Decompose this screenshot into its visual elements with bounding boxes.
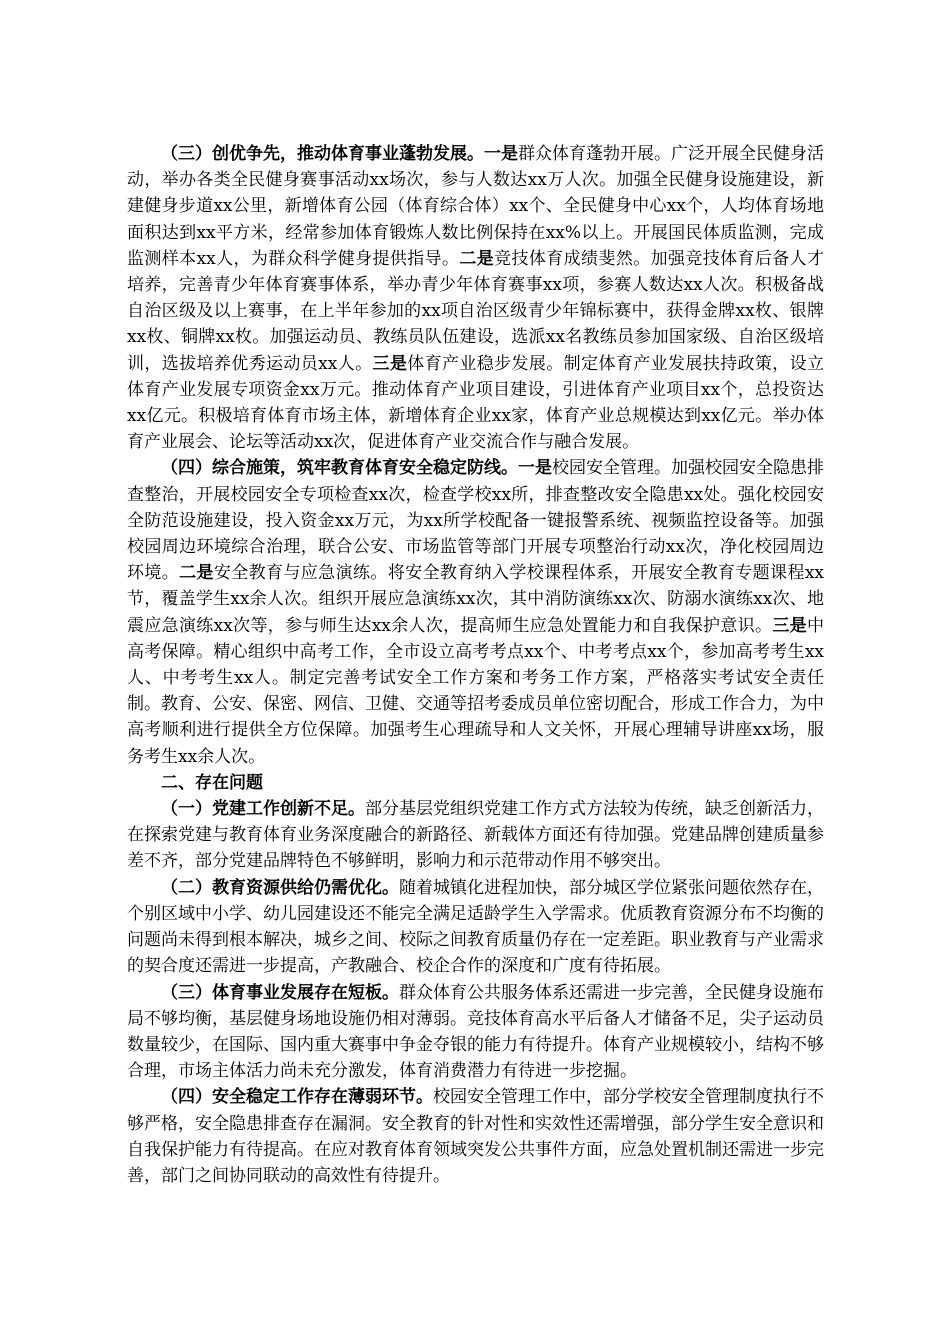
section-heading-problems: 二、存在问题 — [161, 772, 263, 793]
paragraph-sports-shortcomings — [127, 980, 824, 1085]
paragraph-heading: （四）综合施策，筑牢教育体育安全稳定防线。 — [161, 458, 518, 479]
paragraph-text: 中高考保障。精心组织中高考工作，全市设立高考考点xx个、中考考点xx个，参加高考考生xx人、中考考生xx人。制定完善考试安全工作方案和考务工作方案，严格落实考试安全责任制。教育、公安、保密、网信、卫健、交通等招考委成员单位密切配合，形成工作合力，为中高考顺利进行提供全方位保障。加强考生心理疏导和人文关怀，开展心理辅导讲座xx场，服务考生xx余人次。 — [127, 615, 824, 767]
paragraph-heading: （四）安全稳定工作存在薄弱环节。 — [161, 1087, 433, 1108]
document-body — [127, 141, 824, 1189]
point-marker: 二是 — [179, 563, 214, 584]
point-marker: 二是 — [459, 248, 495, 269]
paragraph-education-resources — [127, 875, 824, 980]
paragraph-safety-stability — [127, 455, 824, 769]
paragraph-text: 群众体育公共服务体系还需进一步完善，全民健身设施布局不够均衡，基层健身场地设施仍相对薄弱。竞技体育高水平后备人才储备不足，尖子运动员数量较少，在国际、国内重大赛事中争金夺银的能力有待提升。体育产业规模较小，结构不够合理，市场主体活力尚未充分激发，体育消费潜力有待进一步挖掘。 — [127, 982, 824, 1082]
paragraph-text: 竞技体育成绩斐然。加强竞技体育后备人才培养，完善青少年体育赛事体系，举办青少年体育赛事xx项，参赛人数达xx人次。积极备战自治区级及以上赛事，在上半年参加的xx项自治区级青少年锦标赛中，获得金牌xx枚、银牌xx枚、铜牌xx枚。加强运动员、教练员队伍建设，选派xx名教练员参加国家级、自治区级培训，选拔培养优秀运动员xx人。 — [127, 248, 824, 374]
paragraph-party-building — [127, 796, 824, 875]
point-marker: 一是 — [484, 144, 518, 164]
paragraph-text: 随着城镇化进程加快，部分城区学位紧张问题依然存在，个别区域中小学、幼儿园建设还不能完全满足适龄学生入学需求。优质教育资源分布不均衡的问题尚未得到根本解决，城乡之间、校际之间教育质量仍存在一定差距。职业教育与产业需求的契合度还需进一步提高，产教融合、校企合作的深度和广度有待拓展。 — [127, 877, 824, 977]
paragraph-text: 校园安全管理。加强校园安全隐患排查整治，开展校园安全专项检查xx次，检查学校xx所，排查整改安全隐患xx处。强化校园安全防范设施建设，投入资金xx万元，为xx所学校配备一键报警系统、视频监控设备等。加强校园周边环境综合治理，联合公安、市场监管等部门开展专项整治行动xx次，净化校园周边环境。 — [127, 458, 824, 584]
paragraph-text: 群众体育蓬勃开展。广泛开展全民健身活动，举办各类全民健身赛事活动xx场次，参与人数达xx万人次。加强全民健身设施建设，新建健身步道xx公里，新增体育公园（体育综合体）xx个、全民健身中心xx个，人均体育场地面积达到xx平方米，经常参加体育锻炼人数比例保持在xx%以上。开展国民体质监测，完成监测样本xx人，为群众科学健身提供指导。 — [127, 144, 824, 269]
paragraph-heading: （一）党建工作创新不足。 — [161, 799, 365, 820]
paragraph-heading: （二）教育资源供给仍需优化。 — [161, 877, 399, 898]
point-marker: 三是 — [372, 353, 408, 374]
paragraph-heading: （三）体育事业发展存在短板。 — [161, 982, 399, 1003]
paragraph-text: 校园安全管理工作中，部分学校安全管理制度执行不够严格，安全隐患排查存在漏洞。安全教育的针对性和实效性还需增强，部分学生安全意识和自我保护能力有待提高。在应对教育体育领域突发公共事件方面，应急处置机制还需进一步完善，部门之间协同联动的高效性有待提升。 — [127, 1087, 824, 1186]
point-marker: 三是 — [772, 615, 807, 636]
paragraph-text: 部分基层党组织党建工作方式方法较为传统，缺乏创新活力，在探索党建与教育体育业务深度融合的新路径、新载体方面还有待加强。党建品牌创建质量参差不齐，部分党建品牌特色不够鲜明，影响力和示范带动作用不够突出。 — [127, 799, 824, 872]
paragraph-heading: （三）创优争先，推动体育事业蓬勃发展。 — [161, 144, 484, 164]
point-marker: 一是 — [518, 458, 552, 479]
paragraph-text: 体育产业稳步发展。制定体育产业发展扶持政策，设立体育产业发展专项资金xx万元。推动体育产业项目建设，引进体育产业项目xx个，总投资达xx亿元。积极培育体育市场主体，新增体育企业xx家，体育产业总规模达到xx亿元。举办体育产业展会、论坛等活动xx次，促进体育产业交流合作与融合发展。 — [127, 353, 825, 453]
paragraph-text: 安全教育与应急演练。将安全教育纳入学校课程体系，开展安全教育专题课程xx节，覆盖学生xx余人次。组织开展应急演练xx次，其中消防演练xx次、防溺水演练xx次、地震应急演练xx次等，参与师生达xx余人次，提高师生应急处置能力和自我保护意识。 — [127, 563, 824, 636]
paragraph-sports-development — [127, 141, 824, 455]
paragraph-safety-weaknesses — [127, 1084, 824, 1189]
